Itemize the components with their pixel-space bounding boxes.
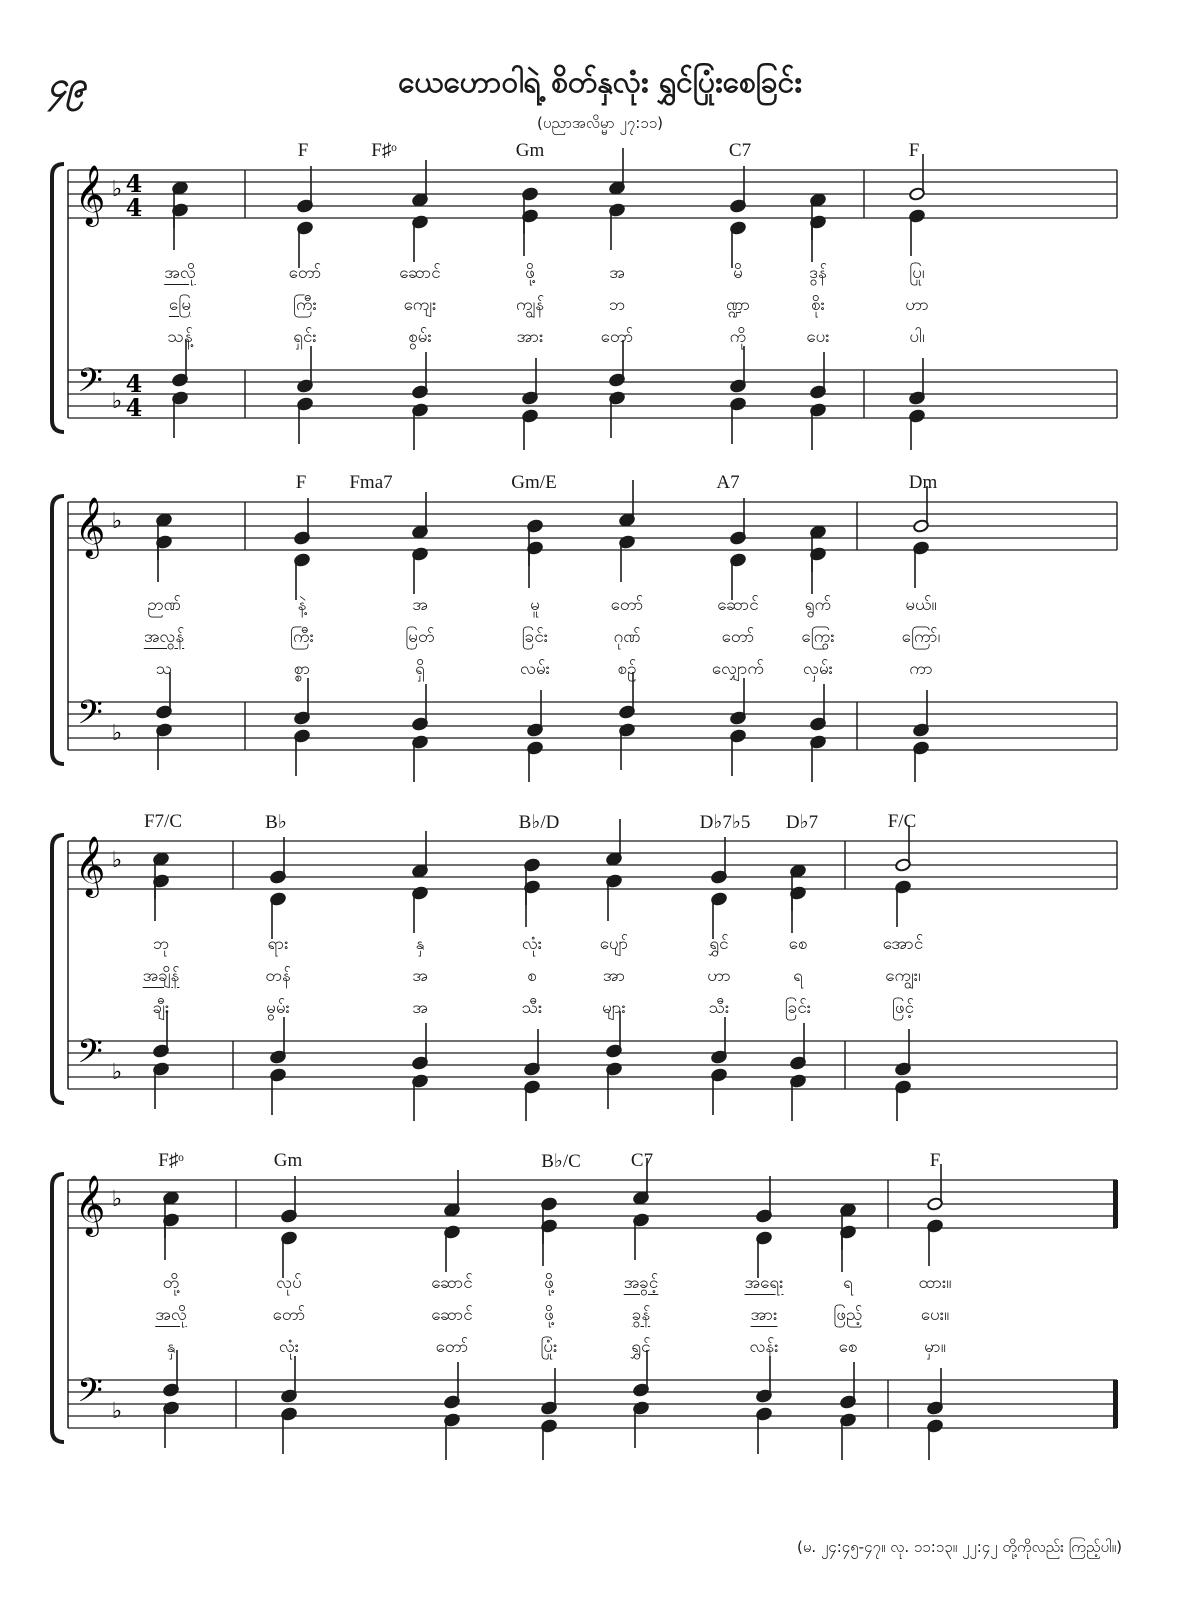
lyric-verse-3: သီး	[708, 998, 730, 1018]
chord-symbol: F7/C	[143, 811, 183, 832]
note-head	[522, 209, 539, 256]
note-head	[895, 880, 912, 927]
lyric-verse-1: ပျော်	[599, 934, 629, 954]
note-head	[294, 729, 311, 776]
lyric-verse-3: လမ်း	[520, 659, 550, 679]
note-head	[412, 215, 429, 262]
note-head	[810, 403, 827, 450]
lyric-verse-3: အ	[412, 998, 428, 1018]
chord-symbol: B♭/C	[541, 1151, 581, 1172]
system-bracket	[52, 496, 64, 764]
lyric-verse-3: ခြင်း	[784, 998, 812, 1018]
lyric-verse-3: နှ	[166, 1337, 176, 1357]
note-head	[524, 880, 541, 927]
note-head	[270, 837, 287, 884]
lyric-verse-1: နှ	[415, 934, 425, 954]
chord-symbol: D♭7♭5	[699, 812, 751, 833]
chord-symbol: Gm	[273, 1150, 303, 1171]
note-head	[840, 1413, 857, 1460]
lyric-verse-2: ကျွေး၊	[885, 966, 921, 986]
lyric-verse-2: ဆောင်	[431, 1305, 473, 1325]
note-head	[412, 684, 429, 731]
chord-symbol: F/C	[887, 811, 917, 832]
lyric-verse-2: ရ	[793, 966, 803, 986]
lyric-verse-1: ဖို့	[544, 1273, 554, 1293]
chord-symbol: F	[295, 472, 307, 493]
note-head	[913, 541, 930, 588]
note-head	[810, 684, 827, 731]
lyric-verse-1: လုံး	[521, 934, 543, 954]
lyric-verse-2: အလို	[155, 1305, 187, 1325]
treble-clef-icon: 𝄞	[74, 836, 106, 896]
music-system-4	[0, 1150, 1200, 1460]
lyric-verse-1: အခွင့်	[623, 1273, 659, 1293]
chord-symbol: Dm	[908, 472, 938, 493]
chord-symbol: C7	[630, 1150, 654, 1171]
treble-clef-icon: 𝄞	[74, 497, 106, 557]
lyric-verse-1: ဘု	[152, 934, 170, 954]
lyric-verse-1: နဲ့	[297, 595, 307, 615]
lyric-verse-3: လန်း	[749, 1337, 779, 1357]
lyric-verse-1: ဆောင်	[717, 595, 759, 615]
chord-symbol: D♭7	[785, 812, 819, 833]
lyric-verse-3: ပြုံး	[540, 1337, 558, 1357]
chord-symbol: F	[929, 1150, 941, 1171]
note-head	[270, 1068, 287, 1115]
lyric-verse-1: ဒွန်	[809, 263, 827, 283]
note-head	[412, 1074, 429, 1121]
chord-symbol: B♭/D	[518, 812, 560, 833]
note-head	[412, 735, 429, 782]
note-head	[810, 547, 827, 594]
lyric-verse-3: ကို	[729, 327, 747, 347]
song-title: ယေဟောဝါရဲ့ စိတ်နှလုံး ရွှင်ပြုံးစေခြင်း	[398, 65, 802, 100]
note-head	[730, 166, 747, 213]
lyric-verse-2: ဏ္ဍာ	[725, 295, 751, 315]
note-head	[527, 741, 544, 782]
lyric-verse-1: အလို	[164, 263, 196, 283]
footer-references: (မ. ၂၄:၄၅-၄၇။ လု. ၁၁:၁၃။ ၂၂:၄၂ တို့ကိုလည်း ကြည့်ပါ။)	[796, 1538, 1122, 1556]
lyric-verse-3: သီး	[521, 998, 543, 1018]
bass-clef-icon: 𝄢	[77, 694, 103, 740]
note-head	[606, 1062, 623, 1109]
note-head	[444, 1170, 461, 1217]
note-head	[297, 166, 314, 213]
lyric-verse-3: လျှောက်	[711, 659, 765, 679]
note-head	[606, 819, 623, 866]
note-head	[609, 203, 626, 250]
chord-symbol: F	[297, 140, 309, 161]
note-head	[153, 1062, 170, 1109]
lyric-verse-3: ပါ၊	[909, 327, 925, 347]
bass-clef-icon: 𝄢	[77, 362, 103, 408]
lyric-verse-2: ဘ	[608, 295, 626, 315]
lyric-verse-2: တော်	[721, 627, 755, 647]
note-head	[730, 397, 747, 444]
note-head	[412, 831, 429, 878]
lyric-verse-3: လှမ်း	[803, 659, 833, 679]
note-head	[730, 221, 747, 268]
note-head	[927, 1419, 944, 1460]
lyric-verse-3: ပေး	[806, 327, 830, 347]
note-head	[840, 1225, 857, 1272]
lyric-verse-2: ကြီး	[290, 627, 314, 647]
note-head	[527, 541, 544, 588]
note-head	[711, 837, 728, 884]
note-head	[790, 886, 807, 933]
key-flat-icon: ♭	[111, 509, 123, 534]
note-head	[281, 1176, 298, 1223]
scripture-reference: (ပညာအလိမ္မာ ၂၇:၁၁)	[537, 114, 663, 132]
lyric-verse-2: တန်	[265, 966, 291, 986]
chord-symbol: F♯ᵒ	[371, 140, 397, 161]
key-flat-icon: ♭	[111, 1187, 123, 1212]
note-head	[412, 352, 429, 399]
note-head	[522, 409, 539, 450]
lyric-verse-1: မူ	[530, 595, 540, 615]
lyric-verse-2: မြတ်	[405, 627, 435, 647]
lyric-verse-3: စေ	[838, 1337, 858, 1357]
lyric-verse-1: မိ	[733, 263, 743, 283]
key-flat-icon: ♭	[111, 389, 123, 414]
lyric-verse-1: စေ	[788, 934, 808, 954]
chord-symbol: C7	[728, 140, 752, 161]
key-flat-icon: ♭	[111, 721, 123, 746]
lyric-verse-2: ခွန်	[631, 1305, 651, 1325]
key-flat-icon: ♭	[111, 1399, 123, 1424]
time-signature-top: 4	[125, 369, 143, 398]
lyric-verse-3: များ	[602, 998, 626, 1018]
note-head	[756, 1231, 773, 1278]
lyric-verse-1: တော်	[288, 263, 322, 283]
note-head	[619, 535, 636, 582]
chord-symbol: F♯ᵒ	[158, 1150, 184, 1171]
note-head	[172, 391, 189, 438]
lyric-verse-2: ဖို့	[544, 1305, 554, 1325]
lyric-verse-2: စ	[527, 966, 537, 986]
lyric-verse-3: စ္စာ	[293, 659, 311, 679]
lyric-verse-3: မှာ။	[924, 1337, 946, 1357]
lyric-verse-2: ကြီး	[293, 295, 317, 315]
note-head	[730, 553, 747, 600]
lyric-verse-1: ရွက်	[804, 595, 832, 615]
lyric-verse-3: ကာ	[909, 659, 933, 679]
note-head	[281, 1231, 298, 1278]
lyric-verse-3: ချီး	[152, 998, 170, 1018]
lyric-verse-2: အချိန်	[142, 966, 180, 986]
note-head	[153, 874, 170, 921]
lyric-verse-2: ဟာ	[905, 295, 929, 315]
music-system-1	[0, 140, 1200, 450]
lyric-verse-2: ဟာ	[707, 966, 731, 986]
lyric-verse-1: လုပ်	[276, 1273, 302, 1293]
chord-symbol: F	[908, 140, 920, 161]
note-head	[619, 480, 636, 527]
note-head	[281, 1407, 298, 1454]
note-head	[711, 892, 728, 939]
lyric-verse-2: အာ	[602, 966, 626, 986]
note-head	[412, 160, 429, 207]
note-head	[633, 1213, 650, 1260]
note-head	[711, 1068, 728, 1115]
note-head	[913, 741, 930, 782]
lyric-verse-1: တို့	[162, 1273, 180, 1293]
lyric-verse-2: စိုး	[811, 295, 825, 315]
note-head	[609, 391, 626, 438]
note-head	[730, 498, 747, 545]
note-head	[810, 215, 827, 262]
treble-clef-icon: 𝄞	[74, 1175, 106, 1235]
lyric-verse-1: အ	[412, 595, 428, 615]
lyric-verse-1: အ	[609, 263, 625, 283]
lyric-verse-3: ဖြင့်	[892, 998, 914, 1018]
time-signature-top: 4	[125, 169, 143, 198]
lyric-verse-1: ရ	[843, 1273, 853, 1293]
chord-symbol: Fma7	[349, 472, 393, 493]
note-head	[840, 1362, 857, 1409]
lyric-verse-2: ကျေး	[403, 295, 437, 315]
treble-clef-icon: 𝄞	[74, 165, 106, 225]
lyric-verse-1: ဆောင်	[399, 263, 441, 283]
note-head	[790, 1023, 807, 1070]
lyric-verse-1: ရွှင်	[709, 934, 729, 954]
lyric-verse-2: တော်	[272, 1305, 306, 1325]
note-head	[294, 553, 311, 600]
note-head	[172, 203, 189, 250]
system-bracket	[52, 164, 64, 432]
note-head	[412, 547, 429, 594]
lyric-verse-1: ဉာဏ်	[147, 595, 181, 615]
note-head	[294, 498, 311, 545]
lyric-verse-2: ခြင်း	[521, 627, 549, 647]
chord-symbol: B♭	[265, 812, 287, 833]
lyric-verse-3: ရှင်း	[293, 327, 317, 347]
note-head	[156, 535, 173, 582]
lyric-verse-2: ကြော်၊	[901, 627, 941, 647]
note-head	[163, 1401, 180, 1448]
key-flat-icon: ♭	[111, 177, 123, 202]
final-barline	[1113, 1180, 1118, 1228]
lyric-verse-2: ဖြည့်	[833, 1305, 863, 1325]
note-head	[810, 735, 827, 782]
note-head	[444, 1362, 461, 1409]
lyric-verse-2: ကြွေး	[801, 627, 835, 647]
lyric-verse-2: ကျွန်	[515, 295, 545, 315]
system-bracket	[52, 1174, 64, 1442]
lyric-verse-2: အား	[750, 1305, 778, 1325]
note-head	[270, 892, 287, 939]
chord-symbol: Gm	[515, 140, 545, 161]
lyric-verse-1: ရား	[267, 934, 289, 954]
lyric-verse-3: လုံး	[278, 1337, 300, 1357]
lyric-verse-3: ရှိ	[415, 659, 425, 679]
lyric-verse-2: ဂုဏ်	[613, 627, 641, 647]
note-head	[927, 1219, 944, 1266]
chord-symbol: Gm/E	[511, 472, 557, 493]
note-head	[895, 1080, 912, 1121]
lyric-verse-3: တော်	[435, 1337, 469, 1357]
note-head	[541, 1419, 558, 1460]
lyric-verse-1: ဆောင်	[431, 1273, 473, 1293]
lyric-verse-2: မြေ	[168, 295, 192, 315]
note-head	[412, 886, 429, 933]
lyric-verse-1: ထား။	[918, 1273, 952, 1293]
note-head	[163, 1213, 180, 1260]
note-head	[541, 1219, 558, 1266]
lyric-verse-1: တော်	[610, 595, 644, 615]
lyric-verse-2: အလွန်	[143, 627, 185, 647]
note-head	[156, 723, 173, 770]
lyric-verse-1: အောင်	[882, 934, 924, 954]
lyric-verse-3: စဉ်	[617, 659, 637, 679]
lyric-verse-1: မယ်။	[905, 595, 937, 615]
note-head	[730, 729, 747, 776]
note-head	[756, 1407, 773, 1454]
note-head	[412, 492, 429, 539]
note-head	[444, 1225, 461, 1272]
key-flat-icon: ♭	[111, 848, 123, 873]
time-signature-bottom: 4	[125, 393, 143, 422]
note-head	[444, 1413, 461, 1460]
note-head	[619, 723, 636, 770]
lyric-verse-3: တော်	[600, 327, 634, 347]
lyric-verse-1: အရေး	[744, 1273, 784, 1293]
music-system-3	[0, 811, 1200, 1121]
note-head	[609, 148, 626, 195]
grand-staff	[0, 811, 1200, 1121]
chord-symbol: A7	[716, 472, 740, 493]
note-head	[909, 209, 926, 256]
lyric-verse-3: ရွှင်	[631, 1337, 651, 1357]
lyric-verse-1: ဖို့	[525, 263, 535, 283]
lyric-verse-3: စွမ်း	[408, 327, 432, 347]
note-head	[412, 403, 429, 450]
lyric-verse-3: မွမ်း	[266, 998, 290, 1018]
time-signature-bottom: 4	[125, 193, 143, 222]
note-head	[606, 874, 623, 921]
final-barline	[1113, 1380, 1118, 1428]
note-head	[810, 352, 827, 399]
note-head	[790, 1074, 807, 1121]
system-bracket	[52, 835, 64, 1103]
lyric-verse-3: သ	[155, 659, 173, 679]
lyric-verse-2: ပေး။	[920, 1305, 950, 1325]
note-head	[297, 221, 314, 268]
lyric-verse-2: အ	[412, 966, 428, 986]
lyric-verse-3: သန့်	[167, 327, 193, 347]
note-head	[756, 1176, 773, 1223]
key-flat-icon: ♭	[111, 1060, 123, 1085]
music-system-2	[0, 472, 1200, 782]
page-number: ၄၉	[48, 65, 87, 105]
note-head	[909, 409, 926, 450]
note-head	[412, 1023, 429, 1070]
note-head	[633, 1401, 650, 1448]
note-head	[297, 397, 314, 444]
note-head	[524, 1080, 541, 1121]
bass-clef-icon: 𝄢	[77, 1372, 103, 1418]
bass-clef-icon: 𝄢	[77, 1033, 103, 1079]
lyric-verse-1: ပြု၊	[909, 263, 925, 283]
lyric-verse-3: အား	[516, 327, 544, 347]
